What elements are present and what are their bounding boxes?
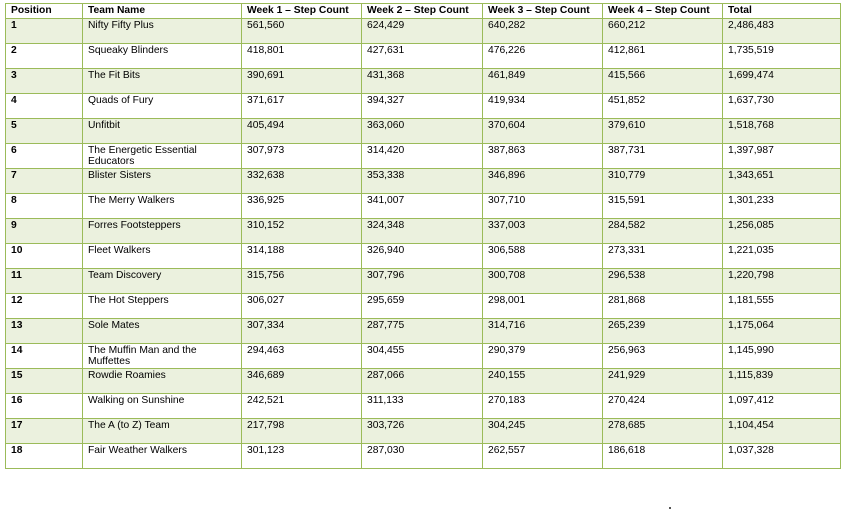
cell-week-3: 346,896	[483, 169, 603, 194]
cell-position: 17	[6, 419, 83, 444]
cell-position: 14	[6, 344, 83, 369]
cell-total: 1,699,474	[723, 69, 841, 94]
cell-team-name: The Merry Walkers	[83, 194, 242, 219]
cell-week-3: 262,557	[483, 444, 603, 469]
cell-week-4: 265,239	[603, 319, 723, 344]
cell-total: 2,486,483	[723, 19, 841, 44]
cell-total: 1,220,798	[723, 269, 841, 294]
cell-week-1: 561,560	[242, 19, 362, 44]
cell-week-1: 418,801	[242, 44, 362, 69]
cell-position: 3	[6, 69, 83, 94]
header-position: Position	[6, 4, 83, 19]
cell-week-1: 310,152	[242, 219, 362, 244]
table-row	[6, 169, 841, 194]
cell-week-1: 405,494	[242, 119, 362, 144]
step-count-table	[5, 3, 841, 469]
cell-team-name: Forres Footsteppers	[83, 219, 242, 244]
table-row	[6, 219, 841, 244]
cell-week-4: 284,582	[603, 219, 723, 244]
cell-week-2: 363,060	[362, 119, 483, 144]
cell-week-2: 341,007	[362, 194, 483, 219]
cell-total: 1,115,839	[723, 369, 841, 394]
cell-position: 11	[6, 269, 83, 294]
cell-week-2: 353,338	[362, 169, 483, 194]
cell-team-name: Quads of Fury	[83, 94, 242, 119]
cell-week-4: 256,963	[603, 344, 723, 369]
table-row	[6, 419, 841, 444]
cell-team-name: Team Discovery	[83, 269, 242, 294]
cell-total: 1,175,064	[723, 319, 841, 344]
cell-week-2: 324,348	[362, 219, 483, 244]
cell-week-4: 315,591	[603, 194, 723, 219]
cell-week-3: 314,716	[483, 319, 603, 344]
cell-week-3: 461,849	[483, 69, 603, 94]
cell-week-1: 314,188	[242, 244, 362, 269]
cell-team-name: Nifty Fifty Plus	[83, 19, 242, 44]
cell-week-3: 640,282	[483, 19, 603, 44]
table-row	[6, 444, 841, 469]
cell-team-name: Blister Sisters	[83, 169, 242, 194]
cell-position: 13	[6, 319, 83, 344]
cell-week-4: 278,685	[603, 419, 723, 444]
cell-week-3: 298,001	[483, 294, 603, 319]
cell-position: 7	[6, 169, 83, 194]
cell-week-3: 307,710	[483, 194, 603, 219]
cell-week-4: 310,779	[603, 169, 723, 194]
cell-week-2: 303,726	[362, 419, 483, 444]
cell-week-2: 624,429	[362, 19, 483, 44]
cell-week-2: 307,796	[362, 269, 483, 294]
cell-total: 1,518,768	[723, 119, 841, 144]
header-week-2: Week 2 – Step Count	[362, 4, 483, 19]
cell-team-name: The A (to Z) Team	[83, 419, 242, 444]
cell-week-4: 273,331	[603, 244, 723, 269]
cell-week-3: 270,183	[483, 394, 603, 419]
cell-team-name: The Fit Bits	[83, 69, 242, 94]
cell-position: 6	[6, 144, 83, 169]
cell-week-1: 307,334	[242, 319, 362, 344]
table-row	[6, 44, 841, 69]
table-row	[6, 244, 841, 269]
cell-week-3: 370,604	[483, 119, 603, 144]
cell-week-3: 476,226	[483, 44, 603, 69]
cell-week-3: 304,245	[483, 419, 603, 444]
cell-week-1: 346,689	[242, 369, 362, 394]
cell-team-name: Squeaky Blinders	[83, 44, 242, 69]
cell-week-2: 295,659	[362, 294, 483, 319]
table-row	[6, 69, 841, 94]
cell-week-4: 387,731	[603, 144, 723, 169]
cell-total: 1,104,454	[723, 419, 841, 444]
cell-position: 10	[6, 244, 83, 269]
cell-total: 1,397,987	[723, 144, 841, 169]
cell-week-2: 287,030	[362, 444, 483, 469]
cell-week-3: 306,588	[483, 244, 603, 269]
cell-team-name: Rowdie Roamies	[83, 369, 242, 394]
cell-total: 1,735,519	[723, 44, 841, 69]
cell-week-2: 431,368	[362, 69, 483, 94]
header-week-3: Week 3 – Step Count	[483, 4, 603, 19]
cell-week-1: 294,463	[242, 344, 362, 369]
header-total: Total	[723, 4, 841, 19]
cell-week-1: 242,521	[242, 394, 362, 419]
cell-team-name: Fair Weather Walkers	[83, 444, 242, 469]
cell-position: 15	[6, 369, 83, 394]
cell-team-name: Fleet Walkers	[83, 244, 242, 269]
cell-week-2: 287,066	[362, 369, 483, 394]
cell-week-3: 300,708	[483, 269, 603, 294]
cell-week-1: 371,617	[242, 94, 362, 119]
cell-week-4: 296,538	[603, 269, 723, 294]
cell-week-3: 240,155	[483, 369, 603, 394]
cell-position: 12	[6, 294, 83, 319]
cell-week-1: 307,973	[242, 144, 362, 169]
cell-total: 1,145,990	[723, 344, 841, 369]
cell-total: 1,301,233	[723, 194, 841, 219]
cell-total: 1,221,035	[723, 244, 841, 269]
cell-total: 1,181,555	[723, 294, 841, 319]
cell-team-name: The Energetic Essential Educators	[83, 144, 242, 169]
cell-team-name: The Hot Steppers	[83, 294, 242, 319]
stray-dot-mark	[669, 507, 671, 509]
header-week-4: Week 4 – Step Count	[603, 4, 723, 19]
cell-team-name: Walking on Sunshine	[83, 394, 242, 419]
cell-total: 1,343,651	[723, 169, 841, 194]
table-row	[6, 344, 841, 369]
cell-position: 1	[6, 19, 83, 44]
cell-week-2: 304,455	[362, 344, 483, 369]
cell-week-3: 290,379	[483, 344, 603, 369]
table-row	[6, 94, 841, 119]
cell-week-2: 394,327	[362, 94, 483, 119]
table-row	[6, 19, 841, 44]
cell-week-3: 337,003	[483, 219, 603, 244]
cell-week-2: 427,631	[362, 44, 483, 69]
cell-week-1: 217,798	[242, 419, 362, 444]
cell-total: 1,256,085	[723, 219, 841, 244]
cell-week-3: 419,934	[483, 94, 603, 119]
cell-position: 2	[6, 44, 83, 69]
cell-team-name: The Muffin Man and the Muffettes	[83, 344, 242, 369]
cell-week-1: 301,123	[242, 444, 362, 469]
table-row	[6, 144, 841, 169]
cell-position: 16	[6, 394, 83, 419]
cell-week-4: 451,852	[603, 94, 723, 119]
cell-week-2: 287,775	[362, 319, 483, 344]
table-row	[6, 119, 841, 144]
cell-position: 9	[6, 219, 83, 244]
cell-week-2: 311,133	[362, 394, 483, 419]
header-team-name: Team Name	[83, 4, 242, 19]
table-row	[6, 294, 841, 319]
cell-position: 5	[6, 119, 83, 144]
cell-week-1: 315,756	[242, 269, 362, 294]
table-row	[6, 369, 841, 394]
cell-team-name: Sole Mates	[83, 319, 242, 344]
cell-week-4: 281,868	[603, 294, 723, 319]
cell-week-1: 390,691	[242, 69, 362, 94]
cell-position: 4	[6, 94, 83, 119]
cell-week-4: 186,618	[603, 444, 723, 469]
table-row	[6, 269, 841, 294]
table-row	[6, 319, 841, 344]
cell-team-name: Unfitbit	[83, 119, 242, 144]
cell-week-4: 412,861	[603, 44, 723, 69]
cell-week-1: 332,638	[242, 169, 362, 194]
cell-position: 8	[6, 194, 83, 219]
cell-week-1: 306,027	[242, 294, 362, 319]
cell-week-2: 314,420	[362, 144, 483, 169]
cell-week-4: 270,424	[603, 394, 723, 419]
table-row	[6, 394, 841, 419]
cell-week-4: 660,212	[603, 19, 723, 44]
table-header-row	[6, 4, 841, 19]
cell-total: 1,097,412	[723, 394, 841, 419]
cell-week-1: 336,925	[242, 194, 362, 219]
cell-position: 18	[6, 444, 83, 469]
cell-total: 1,637,730	[723, 94, 841, 119]
cell-week-2: 326,940	[362, 244, 483, 269]
header-week-1: Week 1 – Step Count	[242, 4, 362, 19]
cell-week-4: 415,566	[603, 69, 723, 94]
cell-week-4: 241,929	[603, 369, 723, 394]
cell-week-4: 379,610	[603, 119, 723, 144]
cell-week-3: 387,863	[483, 144, 603, 169]
cell-total: 1,037,328	[723, 444, 841, 469]
table-row	[6, 194, 841, 219]
